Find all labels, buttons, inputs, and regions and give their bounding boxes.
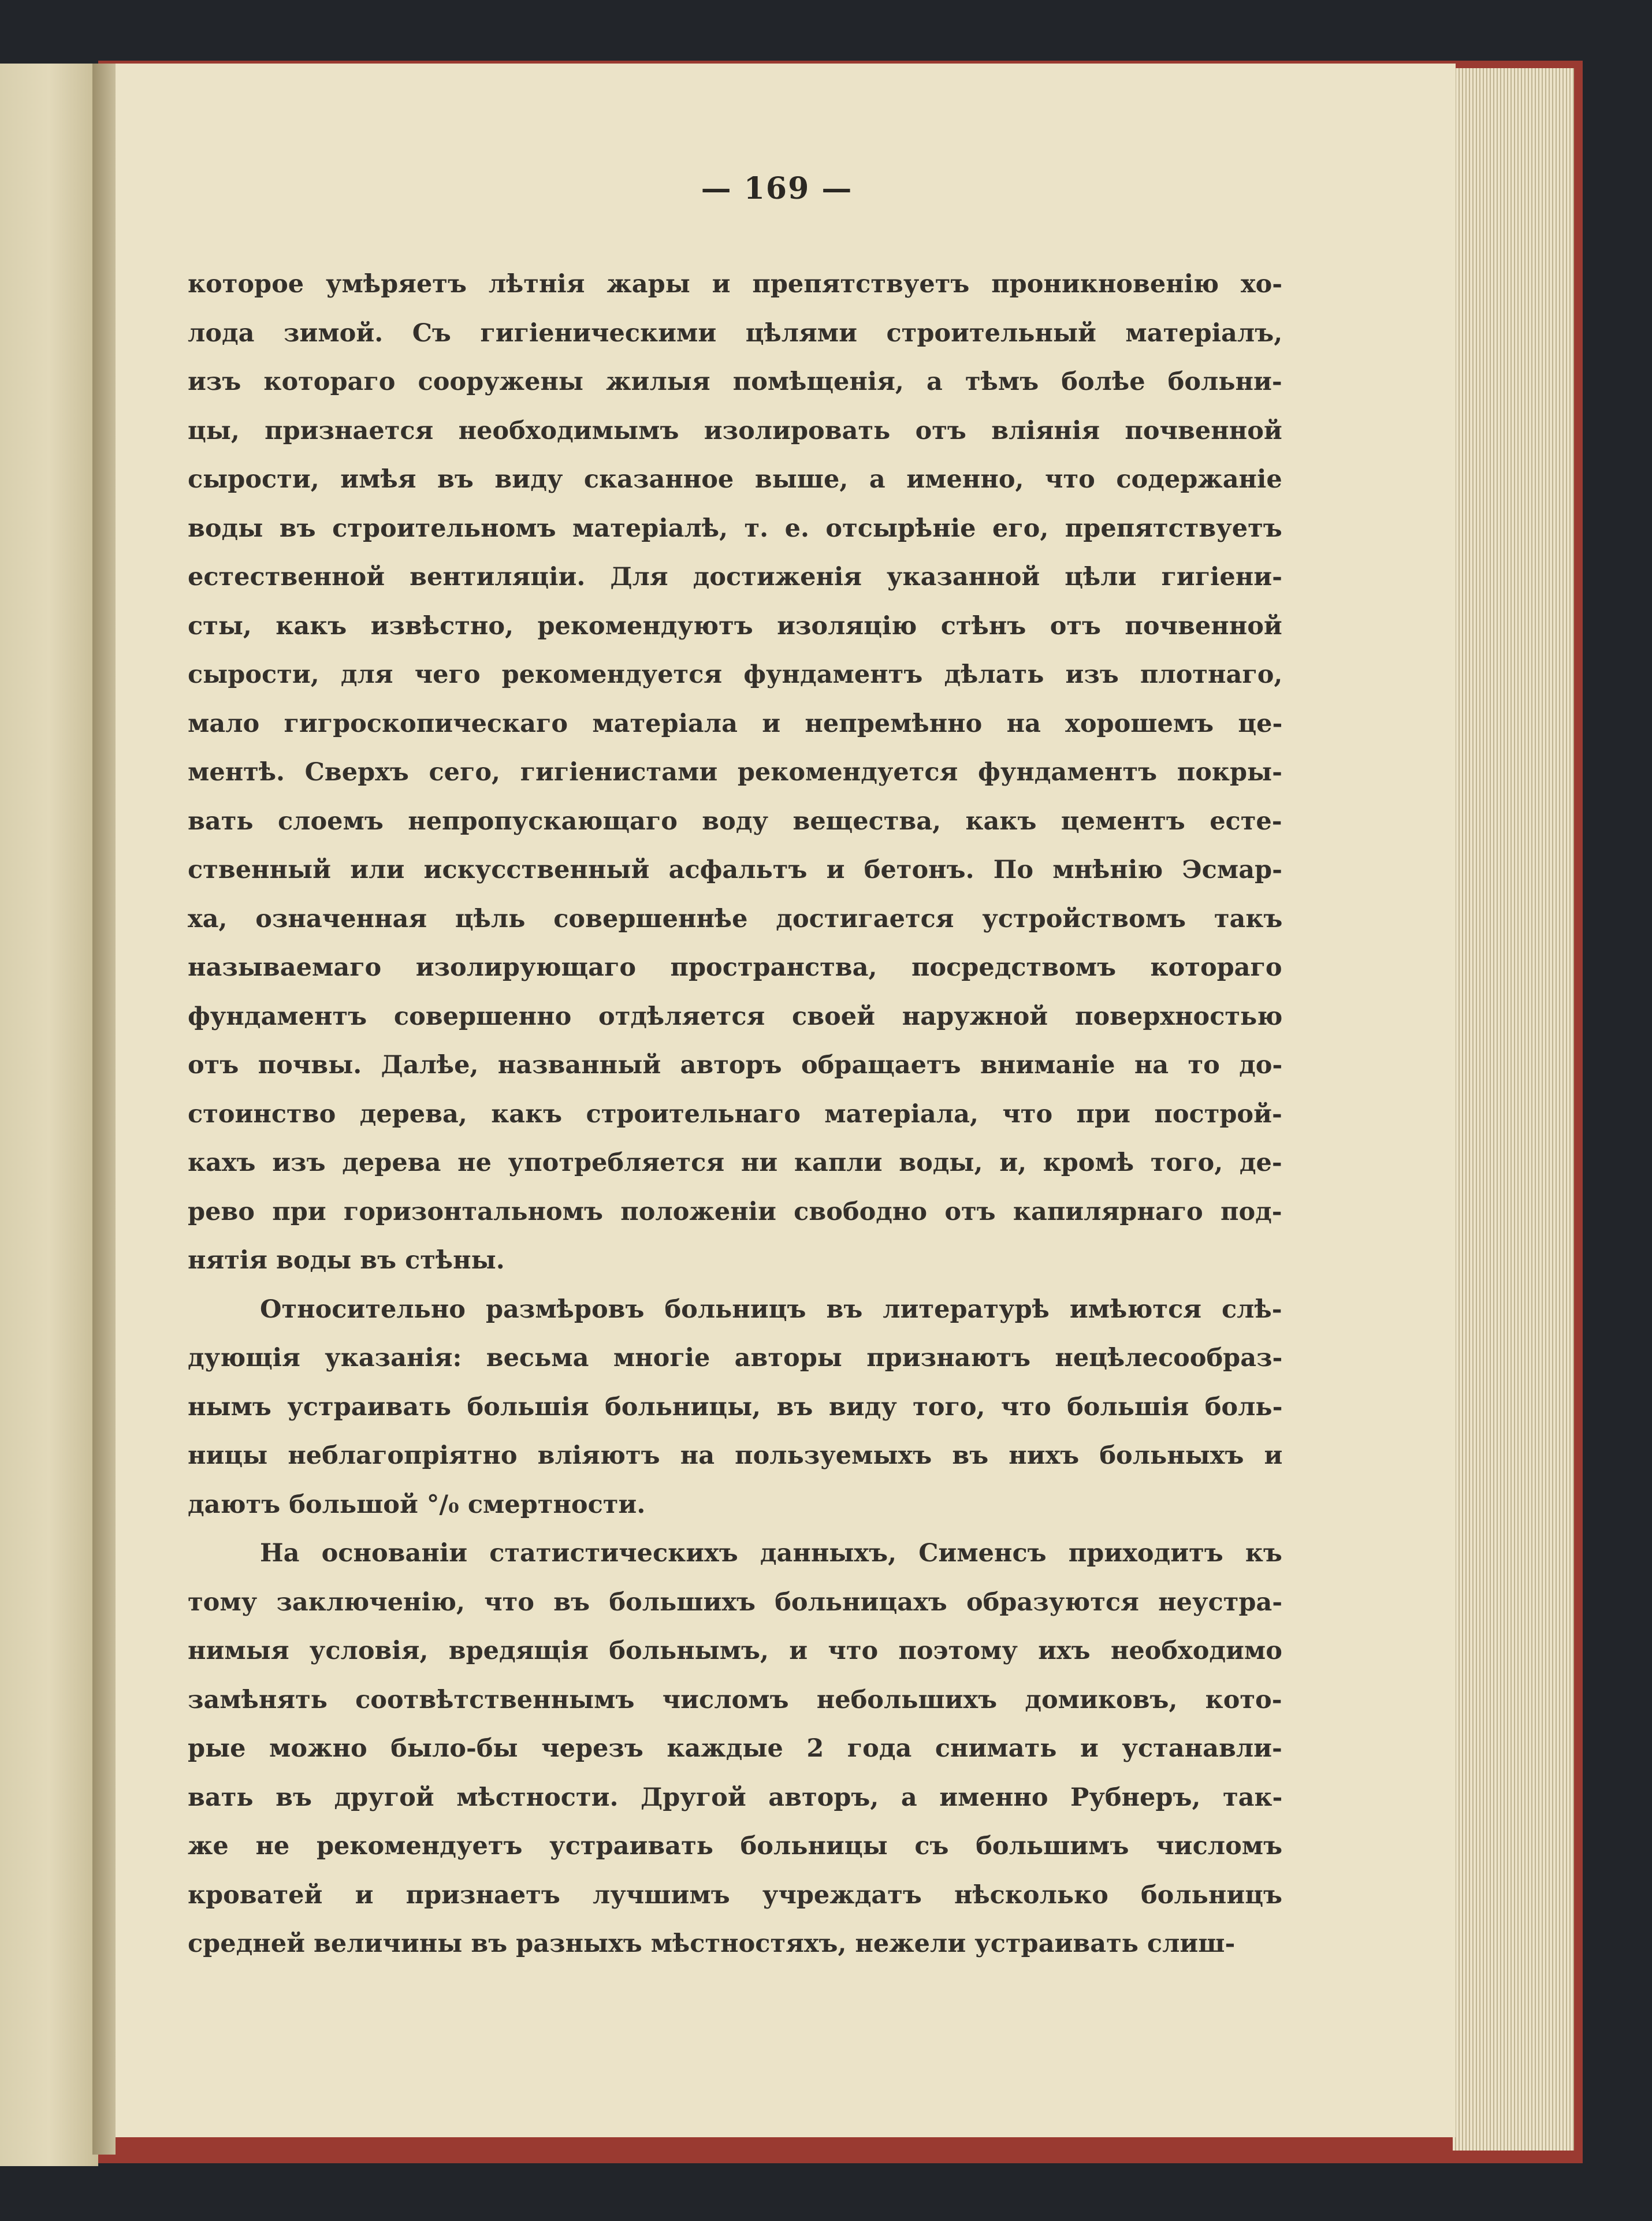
- text-line: сырости, для чего рекомендуется фундаментъ дѣлать изъ плотнаго,: [188, 660, 1283, 689]
- text-line: мало гигроскопическаго матеріала и непремѣнно на хорошемъ це-: [188, 709, 1283, 738]
- text-line: замѣнять соотвѣтственнымъ числомъ небольшихъ домиковъ, кото-: [188, 1685, 1282, 1714]
- text-line: изъ котораго сооружены жилыя помѣщенія, а тѣмъ болѣе больни-: [188, 367, 1282, 396]
- text-block: [188, 260, 1282, 1969]
- page-number: — 169 —: [701, 171, 853, 206]
- text-line: вать въ другой мѣстности. Другой авторъ, а именно Рубнеръ, так-: [188, 1783, 1283, 1812]
- text-line: ментѣ. Сверхъ сего, гигіенистами рекомендуется фундаментъ покры-: [188, 758, 1282, 787]
- text-line: дующія указанія: весьма многіе авторы признаютъ нецѣлесообраз-: [188, 1344, 1283, 1372]
- book-page: [98, 64, 1456, 2137]
- text-line: отъ почвы. Далѣе, названный авторъ обращаетъ вниманіе на то до-: [188, 1051, 1283, 1080]
- text-line: тому заключенію, что въ большихъ больницахъ образуются неустра-: [188, 1587, 1283, 1617]
- text-line: естественной вентиляціи. Для достиженія указанной цѣли гигіени-: [188, 563, 1282, 591]
- text-line: ственный или искусственный асфальтъ и бетонъ. По мнѣнію Эсмар-: [188, 855, 1282, 884]
- text-line: сырости, имѣя въ виду сказанное выше, а именно, что содержаніе: [188, 465, 1282, 494]
- text-line: даютъ большой °/₀ смертности.: [188, 1490, 646, 1519]
- text-line: кроватей и признаетъ лучшимъ учреждатъ нѣсколько больницъ: [188, 1880, 1282, 1910]
- text-line: воды въ строительномъ матеріалѣ, т. е. отсырѣніе его, препятствуетъ: [188, 514, 1282, 543]
- text-line: рево при горизонтальномъ положеніи свободно отъ капилярнаго под-: [188, 1197, 1282, 1226]
- text-line: средней величины въ разныхъ мѣстностяхъ, нежели устраивать слиш-: [188, 1929, 1236, 1958]
- text-line: нимыя условія, вредящія больнымъ, и что поэтому ихъ необходимо: [188, 1636, 1282, 1665]
- text-line: же не рекомендуетъ устраивать больницы съ большимъ числомъ: [188, 1832, 1283, 1861]
- text-line: рые можно было-бы черезъ каждые 2 года снимать и устанавли-: [188, 1734, 1282, 1763]
- text-line: фундаментъ совершенно отдѣляется своей наружной поверхностью: [188, 1002, 1283, 1031]
- page-edges: [1453, 68, 1574, 2151]
- text-line: цы, признается необходимымъ изолировать отъ вліянія почвенной: [188, 416, 1282, 445]
- text-line: ницы неблагопріятно вліяютъ на пользуемыхъ въ нихъ больныхъ и: [188, 1441, 1283, 1470]
- text-line: называемаго изолирующаго пространства, посредствомъ котораго: [188, 953, 1282, 982]
- text-line: На основаніи статистическихъ данныхъ, Сименсъ приходитъ къ: [260, 1539, 1282, 1568]
- text-line: ха, означенная цѣль совершеннѣе достигается устройствомъ такъ: [188, 904, 1283, 933]
- text-line: вать слоемъ непропускающаго воду вещества, какъ цементъ есте-: [188, 806, 1282, 836]
- text-line: стоинство дерева, какъ строительнаго матеріала, что при построй-: [188, 1099, 1282, 1129]
- text-line: сты, какъ извѣстно, рекомендуютъ изоляцію стѣнъ отъ почвенной: [188, 611, 1282, 641]
- text-line: кахъ изъ дерева не употребляется ни капли воды, и, кромѣ того, де-: [188, 1148, 1282, 1177]
- page-gutter: [92, 64, 116, 2155]
- text-line: нымъ устраивать большія больницы, въ виду того, что большія боль-: [188, 1392, 1283, 1422]
- text-line: нятія воды въ стѣны.: [188, 1246, 505, 1275]
- left-page: [0, 64, 98, 2166]
- text-line: Относительно размѣровъ больницъ въ литературѣ имѣются слѣ-: [260, 1294, 1282, 1324]
- text-line: лода зимой. Съ гигіеническими цѣлями строительный матеріалъ,: [188, 318, 1283, 348]
- text-line: которое умѣряетъ лѣтнія жары и препятствуетъ проникновенію хо-: [188, 270, 1283, 299]
